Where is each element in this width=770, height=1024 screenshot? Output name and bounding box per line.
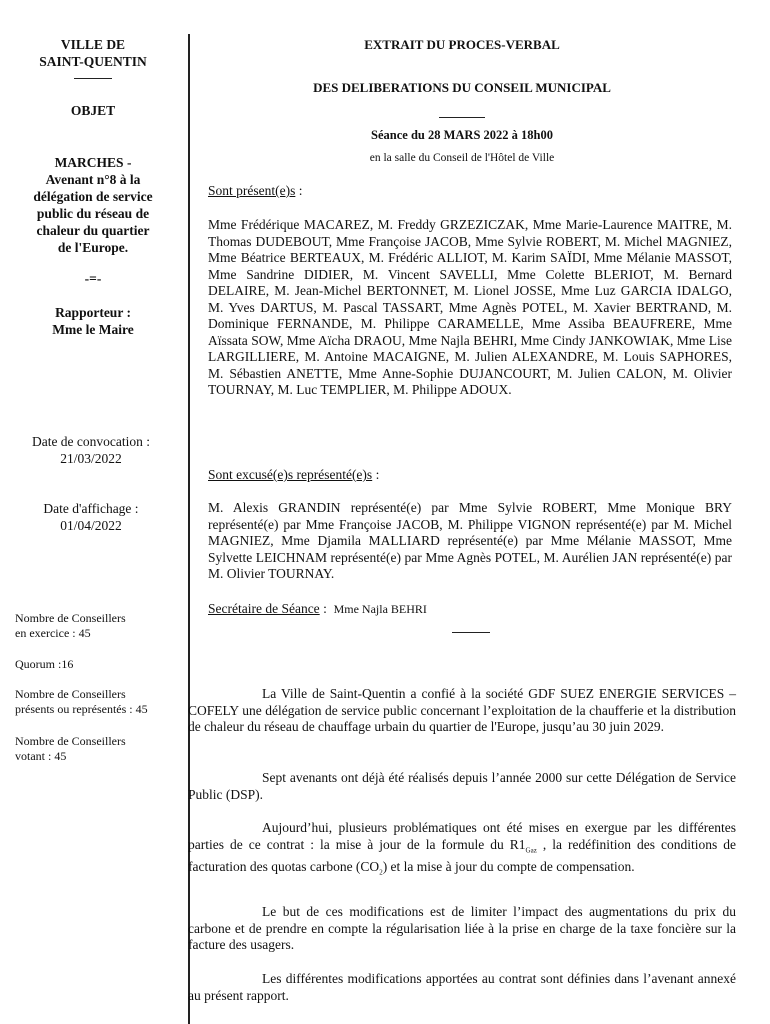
excuses-list: M. Alexis GRANDIN représenté(e) par Mme Sylvie ROBERT, Mme Monique BRY représenté(e) par Mme Françoise JACOB, M. Philippe VIGNON représenté(e) par M. Michel MAGNIEZ, Mme Djamila MALLIARD représenté(e) par Mme Mélanie MASSOT, Mme Sylvette LEICHNAM représenté(e) par Mme Agnès POTEL, M. Aurélien JAN représenté(e) par M. Olivier TOURNAY.: [208, 500, 732, 581]
ville-rule: [0, 78, 186, 79]
seance-lieu: en la salle du Conseil de l'Hôtel de Ville: [369, 152, 555, 164]
conseillers-exercice: Nombre de Conseillers en exercice : 45: [15, 611, 126, 640]
paragraph-5-text: Les différentes modifications apportées au contrat sont définies dans l’avenant annexé au présent rapport.: [188, 971, 736, 1003]
title-deliberations: DES DELIBERATIONS DU CONSEIL MUNICIPAL: [313, 80, 611, 95]
rapporteur: Rapporteur : Mme le Maire: [52, 305, 134, 337]
presents-colon: :: [295, 183, 303, 198]
paragraph-4-text: Le but de ces modifications est de limiter l’impact des augmentations du prix du carbone et de prendre en compte la régularisation liée à la prise en charge de la taxe foncière sur la facture des usagers.: [188, 904, 736, 953]
separator: -=-: [84, 271, 102, 286]
paragraph-4: [188, 904, 736, 954]
secretaire-line: [208, 601, 736, 618]
objet-text: MARCHES - Avenant n°8 à la délégation de service public du réseau de chaleur du quartier de l'Europe.: [33, 155, 153, 255]
secretaire-colon: :: [319, 601, 334, 616]
paragraph-3-text-b: , la redéfinition des conditions de facturation des quotas carbone (CO: [188, 836, 736, 875]
ville-name: VILLE DE SAINT-QUENTIN: [39, 37, 147, 69]
header-rule: [439, 117, 485, 118]
excuses-heading: [208, 467, 736, 484]
seance-date: Séance du 28 MARS 2022 à 18h00: [371, 128, 553, 142]
paragraph-3-text-c: ) et la mise à jour du compte de compensation.: [382, 859, 635, 875]
date-affichage: Date d'affichage : 01/04/2022: [43, 501, 139, 533]
excuses-label: Sont excusé(e)s représenté(e)s: [208, 467, 373, 482]
presents-heading: [208, 183, 736, 200]
conseillers-presents: Nombre de Conseillers présents ou représentés : 45: [15, 687, 148, 716]
paragraph-3-text-a: Aujourd’hui, plusieurs problématiques ont été mises en exergue par les différentes parties de ce contrat : la mise à jour de la formule du R1: [188, 820, 736, 852]
excuses-colon: :: [372, 467, 380, 482]
paragraph-1: [188, 686, 736, 736]
secretaire-label: Secrétaire de Séance: [208, 601, 320, 616]
secretaire-name: Mme Najla BEHRI: [333, 602, 427, 616]
paragraph-5: [188, 971, 736, 1004]
conseillers-votant: Nombre de Conseillers votant : 45: [15, 734, 126, 763]
paragraph-1-text: La Ville de Saint-Quentin a confié à la société GDF SUEZ ENERGIE SERVICES – COFELY une délégation de service public concernant l’exploitation de la chaufferie et la distribution de chaleur du réseau de chauffage urbain du quartier de l'Europe, jusqu’au 30 juin 2029.: [188, 686, 736, 735]
quorum: Quorum :16: [15, 657, 74, 671]
paragraph-3: [188, 820, 736, 881]
secretaire-rule: [452, 632, 490, 633]
paragraph-2-text: Sept avenants ont déjà été réalisés depuis l’année 2000 sur cette Délégation de Service Public (DSP).: [188, 770, 736, 802]
co2-subscript: 2: [379, 868, 383, 877]
title-proces-verbal: EXTRAIT DU PROCES-VERBAL: [364, 37, 560, 52]
date-convocation: Date de convocation : 21/03/2022: [31, 434, 151, 466]
presents-list: Mme Frédérique MACAREZ, M. Freddy GRZEZICZAK, Mme Marie-Laurence MAITRE, M. Thomas DUDEBOUT, Mme Françoise JACOB, Mme Sylvie ROBERT, M. Michel MAGNIEZ, Mme Béatrice BERTEAUX, M. Frédéric ALLIOT, M. Karim SAÏDI, Mme Mélanie MASSOT, Mme Sandrine DIDIER, M. Vincent SAVELLI, Mme Colette BLERIOT, M. Bernard DELAIRE, M. Jean-Michel BERTONNET, M. Lionel JOSSE, Mme Luz GARCIA IDALGO, M. Yves DARTUS, M. Pascal TASSART, Mme Agnès POTEL, M. Xavier BERTRAND, M. Dominique FERNANDE, M. Philippe CARAMELLE, Mme Assiba BEAUFRERE, Mme Aïssata SOW, Mme Aïcha DRAOU, Mme Najla BEHRI, Mme Cindy JANKOWIAK, Mme Lise LARGILLIERE, M. Antoine MACAIGNE, M. Julien ALEXANDRE, M. Louis SAPHORES, M. Sébastien ANETTE, Mme Anne-Sophie DUJANCOURT, M. Julien CALON, M. Olivier TOURNAY, M. Luc TEMPLIER, M. Philippe ADOUX.: [208, 217, 732, 397]
r1-gaz-subscript: Gaz: [525, 846, 537, 855]
objet-label: OBJET: [70, 103, 116, 118]
paragraph-2: [188, 770, 736, 803]
presents-label: Sont présent(e)s: [208, 183, 296, 198]
